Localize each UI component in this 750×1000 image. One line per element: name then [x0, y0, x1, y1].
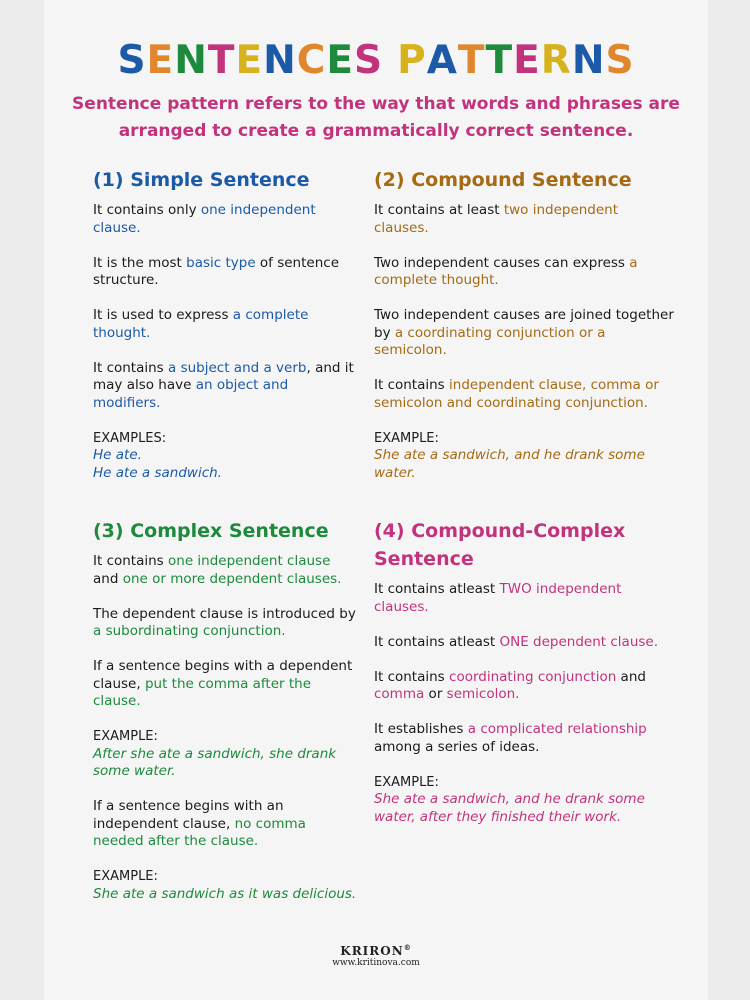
- section-heading: (2) Compound Sentence: [374, 169, 632, 191]
- body-text: or: [424, 686, 447, 702]
- highlighted-text: one or more dependent clauses.: [122, 570, 342, 587]
- brand-url: www.kritinova.com: [332, 958, 420, 968]
- title-letter: E: [326, 38, 355, 83]
- page-title: [44, 38, 708, 83]
- section-paragraph: [374, 202, 674, 237]
- body-text: If a sentence begins with a dependent clause,: [93, 658, 353, 692]
- section-paragraph: [374, 581, 674, 616]
- body-text: It contains: [93, 359, 169, 376]
- highlighted-text: a coordinating conjunction or a semicolon.: [374, 324, 606, 358]
- highlighted-text: no comma needed after the clause.: [93, 815, 306, 849]
- example-text: [93, 746, 358, 781]
- body-text: It contains: [374, 668, 450, 685]
- example-label: EXAMPLE:: [93, 729, 158, 744]
- section-complex-sentence: [93, 517, 358, 921]
- title-letter: C: [296, 38, 327, 83]
- section-paragraph: [93, 307, 358, 342]
- body-text: Two independent causes are joined together by: [374, 307, 674, 341]
- section-paragraph: [93, 658, 358, 711]
- body-text: It is the most: [93, 254, 187, 271]
- highlighted-text: a subordinating conjunction.: [93, 623, 286, 639]
- page-subtitle: Sentence pattern refers to the way that words and phrases are arranged to create a grammatically correct sentence.: [72, 94, 680, 141]
- example-label: EXAMPLE:: [93, 869, 158, 884]
- example-line: She ate a sandwich as it was delicious.: [93, 885, 357, 902]
- example-label: EXAMPLES:: [93, 430, 167, 446]
- highlighted-text: basic type: [186, 254, 256, 271]
- section-paragraph: [93, 606, 358, 641]
- example-text: [93, 447, 358, 482]
- example-line: She ate a sandwich, and he drank some water.: [374, 447, 645, 481]
- section-paragraph: [374, 255, 674, 290]
- body-text: Two independent causes can express: [374, 254, 630, 271]
- highlighted-text: TWO independent clauses.: [374, 581, 622, 615]
- title-letter: E: [146, 38, 175, 83]
- brand-name: KRIRON®: [340, 943, 412, 958]
- section-paragraph: [93, 360, 358, 413]
- section-paragraph: [374, 307, 674, 360]
- example-line: He ate.: [93, 447, 142, 463]
- title-letter: E: [235, 38, 264, 83]
- highlighted-text: ONE dependent clause.: [499, 633, 659, 650]
- body-text: , and it may also have: [93, 359, 354, 393]
- body-text: It contains: [93, 553, 169, 569]
- body-text: It contains only: [93, 202, 201, 218]
- body-text: It contains: [374, 377, 450, 393]
- title-letter: A: [426, 38, 458, 83]
- body-text: and: [93, 570, 123, 587]
- section-heading: (4) Compound-Complex Sentence: [374, 520, 626, 570]
- section-compound-sentence: [374, 166, 674, 500]
- section-paragraph: [374, 721, 674, 756]
- highlighted-text: semicolon.: [446, 686, 520, 702]
- body-text: It establishes: [374, 721, 468, 737]
- section-compound-complex-sentence: [374, 517, 674, 844]
- title-letter: S: [117, 38, 147, 83]
- highlighted-text: a complete thought.: [374, 254, 638, 288]
- section-paragraph: [93, 798, 358, 851]
- section-heading: (3) Complex Sentence: [93, 520, 329, 542]
- title-letter: N: [174, 38, 208, 83]
- example-text: [374, 447, 674, 482]
- highlighted-text: a complete thought.: [93, 307, 309, 341]
- example-line: After she ate a sandwich, she drank some water.: [93, 745, 337, 779]
- section-paragraph: [374, 634, 674, 652]
- highlighted-text: a subject and a verb: [168, 359, 307, 376]
- section-paragraph: [93, 255, 358, 290]
- body-text: It contains at least: [374, 202, 504, 218]
- section-simple-sentence: [93, 166, 358, 500]
- highlighted-text: an object and modifiers.: [93, 377, 289, 411]
- title-letter: P: [397, 38, 427, 83]
- highlighted-text: put the comma after the clause.: [93, 675, 312, 709]
- example-text: [93, 886, 358, 904]
- section-heading: (1) Simple Sentence: [93, 169, 310, 191]
- title-letter: T: [457, 38, 486, 83]
- title-letter: E: [513, 38, 541, 83]
- section-paragraph: [93, 202, 358, 237]
- poster: [44, 0, 708, 1000]
- title-letter: S: [354, 38, 384, 83]
- body-text: It contains atleast: [374, 633, 500, 650]
- example-label: EXAMPLE:: [374, 430, 439, 446]
- brand-logo: [44, 943, 708, 968]
- body-text: The dependent clause is introduced by: [93, 605, 356, 622]
- body-text: among a series of ideas.: [374, 738, 540, 755]
- body-text: and: [616, 668, 646, 685]
- highlighted-text: comma: [374, 686, 425, 702]
- highlighted-text: a complicated relationship: [467, 721, 647, 737]
- title-letter: N: [263, 38, 297, 83]
- highlighted-text: independent clause, comma or semicolon and coordinating conjunction.: [374, 377, 659, 411]
- title-letter: N: [571, 38, 606, 83]
- section-paragraph: [93, 553, 358, 588]
- example-line: She ate a sandwich, and he drank some water, after they finished their work.: [374, 791, 645, 825]
- body-text: If a sentence begins with an independent clause,: [93, 798, 284, 832]
- example-label: EXAMPLE:: [374, 774, 439, 790]
- example-text: [374, 791, 674, 826]
- highlighted-text: one independent clause: [168, 553, 331, 569]
- title-letter: T: [207, 38, 236, 83]
- title-letter: S: [605, 38, 635, 83]
- body-text: It is used to express: [93, 307, 233, 323]
- highlighted-text: one independent clause.: [93, 202, 316, 236]
- body-text: It contains atleast: [374, 581, 500, 597]
- highlighted-text: two independent clauses.: [374, 202, 619, 236]
- title-letter: T: [485, 38, 514, 83]
- highlighted-text: coordinating conjunction: [449, 668, 617, 685]
- title-letter: R: [540, 38, 572, 83]
- section-paragraph: [374, 377, 674, 412]
- example-line: He ate a sandwich.: [93, 464, 222, 481]
- body-text: of sentence structure.: [93, 254, 339, 288]
- section-paragraph: [374, 669, 674, 704]
